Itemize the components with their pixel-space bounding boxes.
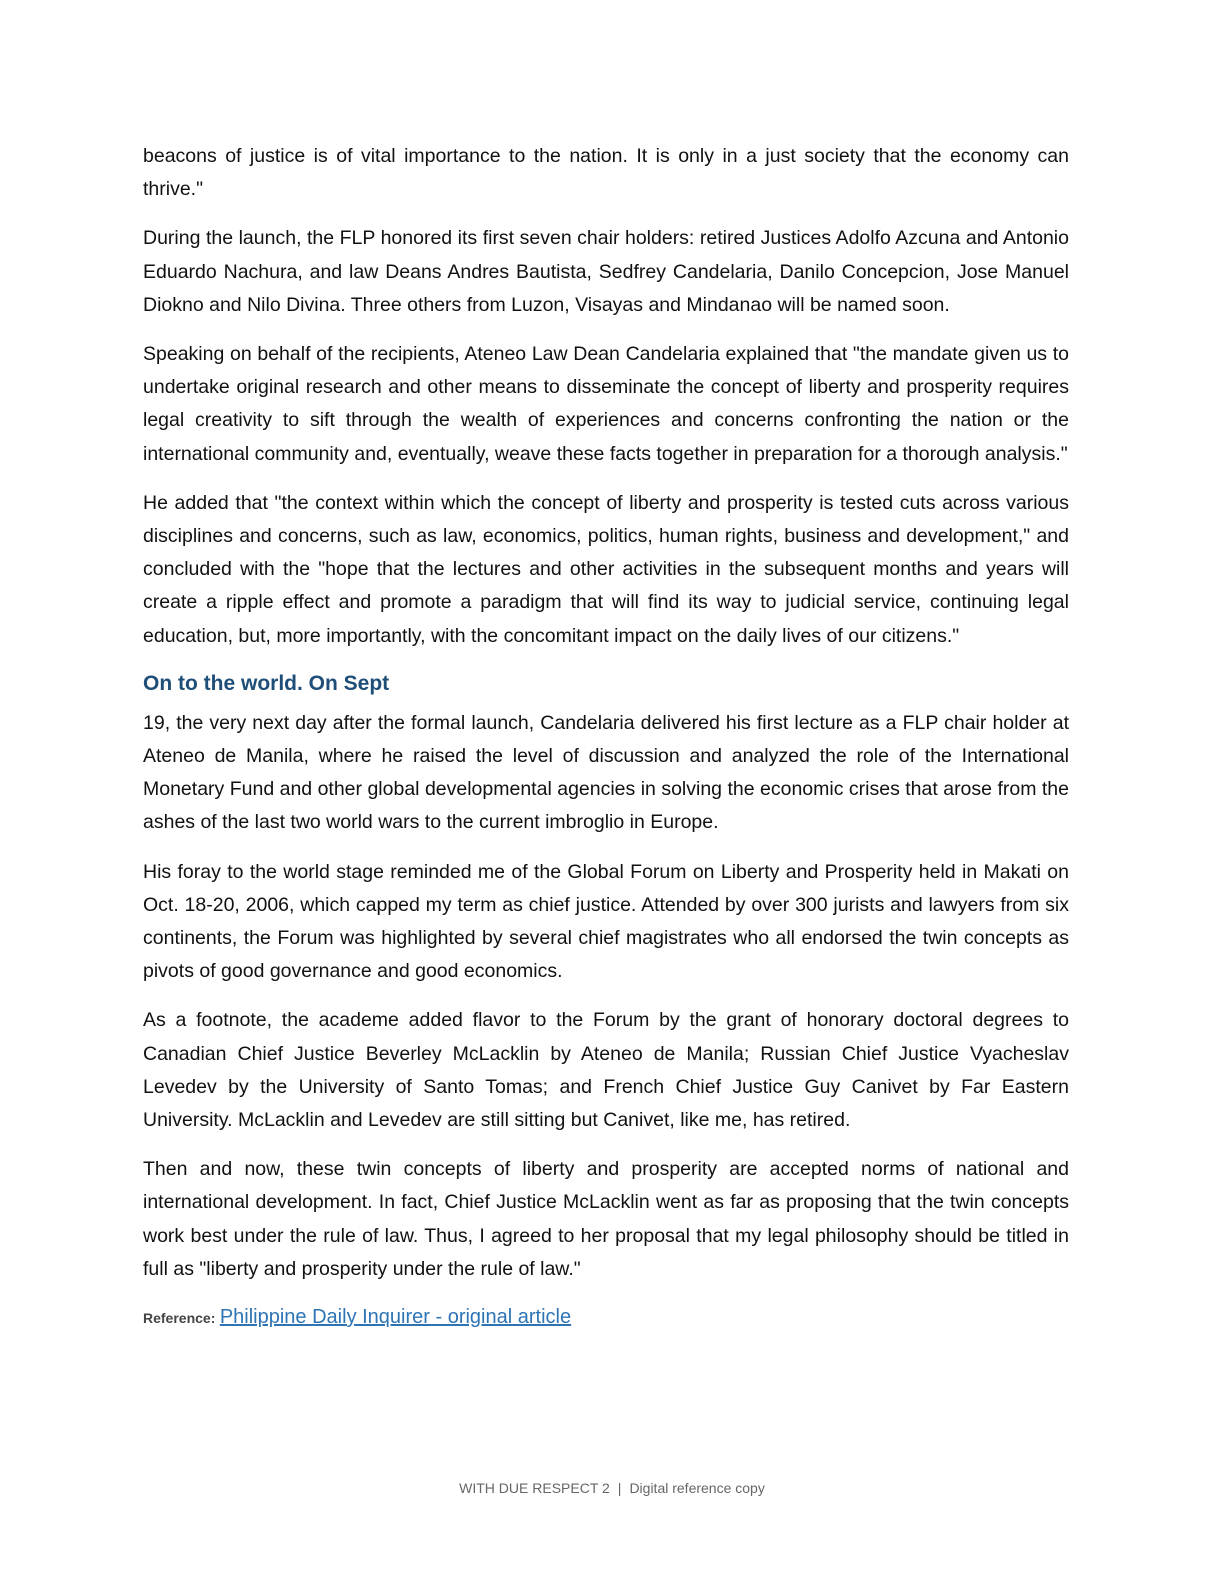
body-paragraph: beacons of justice is of vital importance to the nation. It is only in a just society that the economy can thrive." (143, 145, 1069, 201)
body-paragraph: He added that "the context within which the concept of liberty and prosperity is tested cuts across various disciplines and concerns, such as law, economics, politics, human rights, business and development," and concluded with the "hope that the lectures and other activities in the subsequent months and years will create a ripple effect and promote a paradigm that will find its way to judicial service, continuing legal education, but, more importantly, with the concomitant impact on the daily lives of our citizens." (143, 491, 1069, 647)
reference-label: Reference: (143, 1310, 216, 1327)
body-paragraph: 19, the very next day after the formal launch, Candelaria delivered his first lecture as a FLP chair holder at Ateneo de Manila, where he raised the level of discussion and analyzed the role of the International Monetary Fund and other global developmental agencies in solving the economic crises that arose from the ashes of the last two world wars to the current imbroglio in Europe. (143, 711, 1069, 834)
body-paragraph: As a footnote, the academe added flavor to the Forum by the grant of honorary doctoral degrees to Canadian Chief Justice Beverley McLacklin by Ateneo de Manila; Russian Chief Justice Vyacheslav Levedev by the University of Santo Tomas; and French Chief Justice Guy Canivet by Far Eastern University. McLacklin and Levedev are still sitting but Canivet, like me, has retired. (143, 1009, 1069, 1132)
body-paragraph: During the launch, the FLP honored its first seven chair holders: retired Justices Adolfo Azcuna and Antonio Eduardo Nachura, and law Deans Andres Bautista, Sedfrey Candelaria, Danilo Concepcion, Jose Manuel Diokno and Nilo Divina. Three others from Luzon, Visayas and Mindanao will be named soon. (143, 227, 1069, 316)
footer-separator: | (617, 1480, 622, 1496)
reference-link[interactable]: Philippine Daily Inquirer - original article (219, 1306, 572, 1329)
footer-note: Digital reference copy (629, 1480, 765, 1496)
document-page (143, 140, 1069, 1334)
reference-line (143, 1302, 1069, 1334)
body-paragraph: His foray to the world stage reminded me of the Global Forum on Liberty and Prosperity held in Makati on Oct. 18-20, 2006, which capped my term as chief justice. Attended by over 300 jurists and lawyers from six continents, the Forum was highlighted by several chief magistrates who all endorsed the twin concepts as pivots of good governance and good economics. (143, 860, 1069, 983)
body-paragraph: Speaking on behalf of the recipients, Ateneo Law Dean Candelaria explained that "the mandate given us to undertake original research and other means to disseminate the concept of liberty and prosperity requires legal creativity to sift through the wealth of experiences and concerns confronting the nation or the international community and, eventually, weave these facts together in preparation for a thorough analysis." (143, 343, 1069, 465)
body-paragraph: Then and now, these twin concepts of liberty and prosperity are accepted norms of national and international development. In fact, Chief Justice McLacklin went as far as proposing that the twin concepts work best under the rule of law. Thus, I agreed to her proposal that my legal philosophy should be titled in full as "liberty and prosperity under the rule of law." (143, 1158, 1069, 1280)
footer-title: WITH DUE RESPECT 2 (459, 1480, 610, 1496)
page-footer (0, 1480, 1224, 1496)
section-heading: On to the world. On Sept (143, 671, 390, 695)
